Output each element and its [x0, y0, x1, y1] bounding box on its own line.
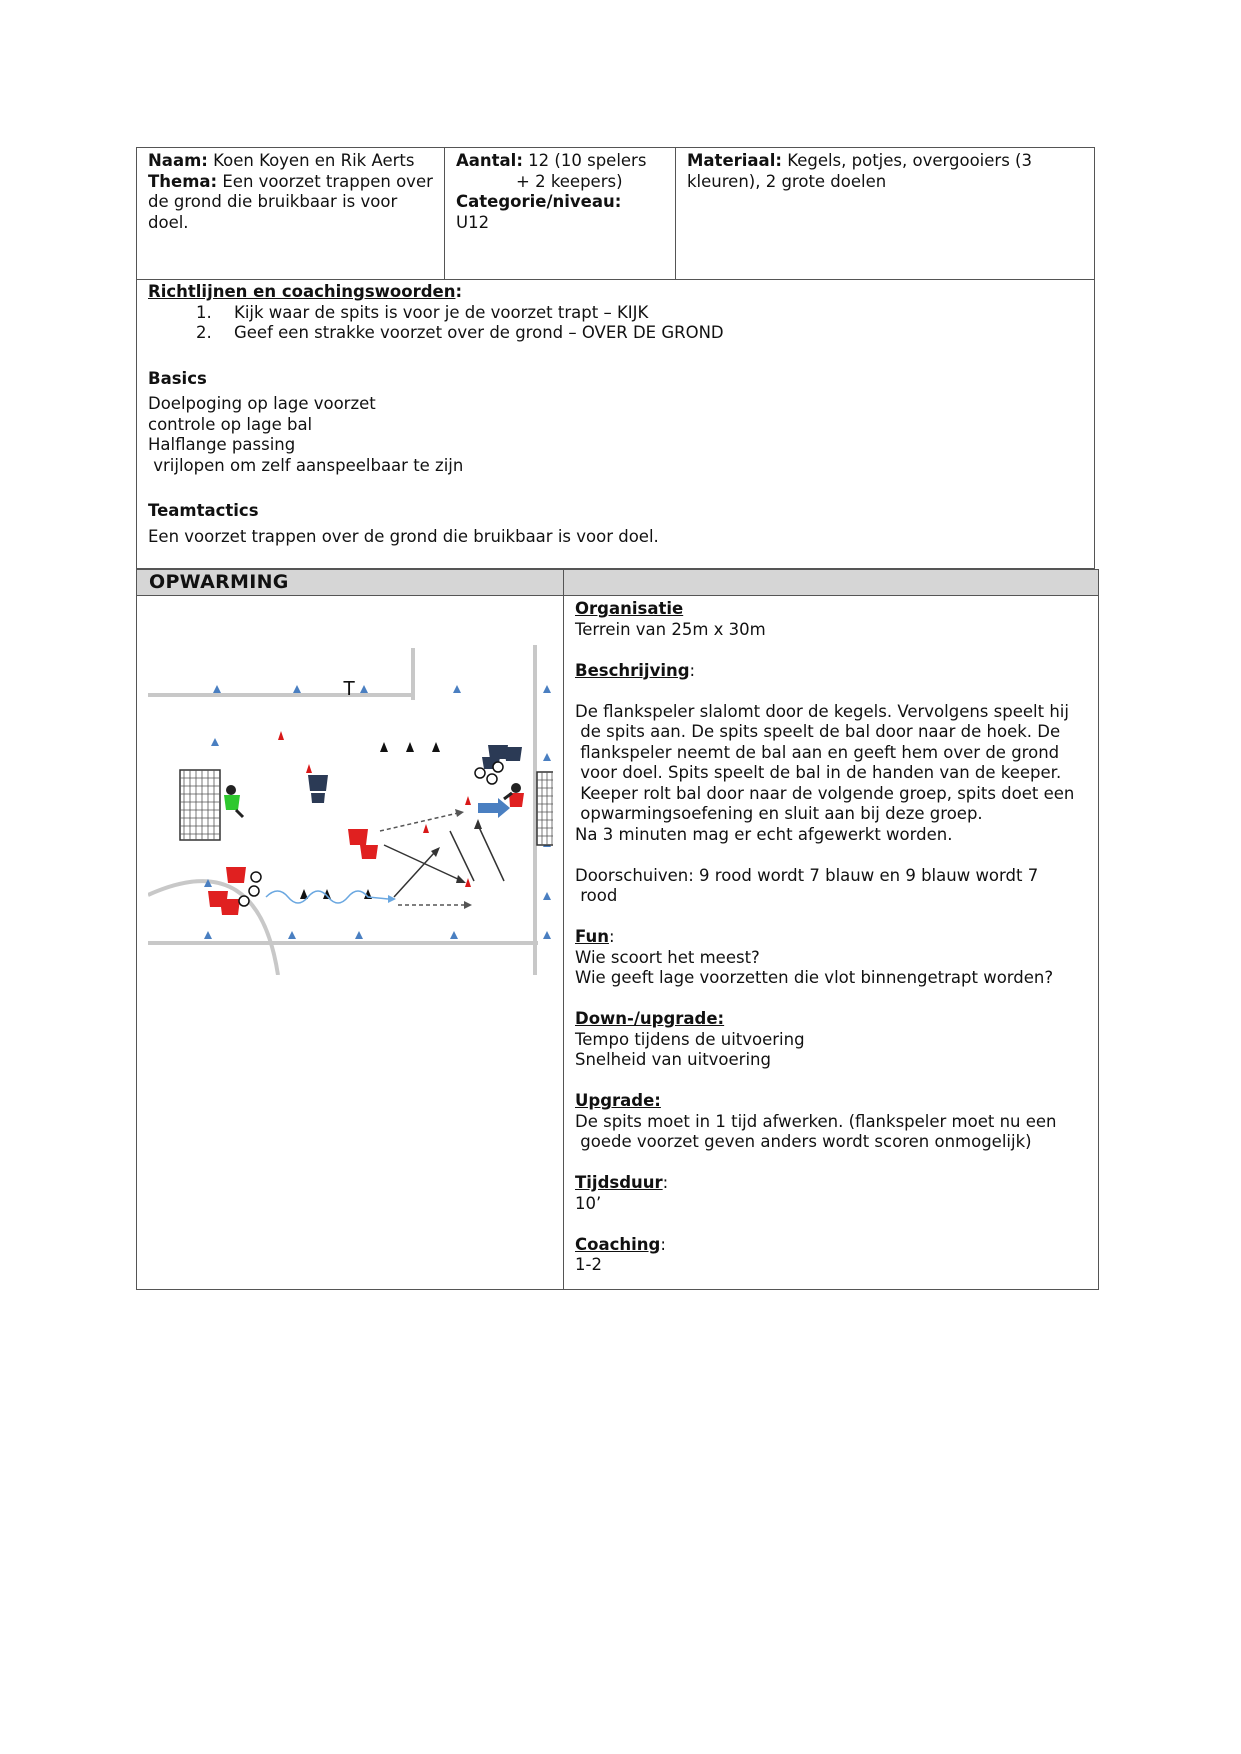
red-cone	[465, 878, 471, 887]
guidelines-list	[148, 303, 1083, 344]
beschrijving-line: voor doel. Spits speelt de bal in de handen van de keeper.	[575, 763, 1062, 782]
aantal-label: Aantal:	[456, 151, 523, 170]
ball	[239, 896, 249, 906]
keeper-red	[504, 783, 524, 807]
black-cone	[432, 742, 440, 752]
blue-cone	[355, 931, 363, 939]
blue-cone	[213, 685, 221, 693]
guideline-item: 2. Geef een strakke voorzet over de grond – OVER DE GROND	[196, 323, 724, 342]
keeper-green	[224, 785, 243, 817]
ball	[249, 886, 259, 896]
basics-item: controle op lage bal	[148, 414, 313, 434]
upgrade-title: Upgrade:	[575, 1091, 661, 1110]
categorie-label: Categorie/niveau:	[456, 192, 622, 211]
right-goal	[537, 772, 553, 845]
black-cone	[406, 742, 414, 752]
fun-title: Fun	[575, 927, 609, 946]
blue-cone	[211, 738, 219, 746]
red-cone	[306, 764, 312, 773]
teamtactics-title: Teamtactics	[148, 501, 259, 520]
blue-direction-arrow	[478, 798, 510, 818]
red-player	[348, 829, 368, 845]
aantal-value: 12 (10 spelers	[522, 151, 647, 170]
beschrijving-title: Beschrijving	[575, 660, 690, 680]
guidelines-box	[136, 280, 1095, 569]
header-cell-aantal	[445, 148, 676, 279]
beschrijving-line: flankspeler neemt de bal aan en geeft hem over de grond	[575, 742, 1060, 762]
right-goal-frame	[537, 772, 553, 845]
teamtactics-text: Een voorzet trappen over de grond die bruikbaar is voor doel.	[148, 526, 659, 546]
beschrijving-line: Na 3 minuten mag er echt afgewerkt worden.	[575, 824, 953, 844]
run-arrow	[380, 813, 458, 831]
field-diagram	[148, 645, 553, 975]
ball	[251, 872, 261, 882]
beschrijving-line: opwarmingsoefening en sluit aan bij deze groep.	[575, 804, 983, 823]
basics-item: Halflange passing	[148, 435, 296, 454]
black-cone	[380, 742, 388, 752]
thema-label: Thema:	[148, 171, 218, 191]
blue-cone	[543, 685, 551, 693]
pass-arrow	[384, 845, 460, 880]
naam-value: Koen Koyen en Rik Aerts	[207, 151, 415, 170]
guidelines-colon: :	[455, 282, 463, 301]
red-cone	[465, 796, 471, 805]
coaching-value: 1-2	[575, 1255, 602, 1274]
doorschuiven-line: rood	[575, 886, 618, 905]
header-table	[136, 147, 1095, 280]
red-player	[360, 845, 378, 859]
blue-cone	[543, 753, 551, 761]
fun-line: Wie scoort het meest?	[575, 947, 760, 967]
blue-cone	[543, 931, 551, 939]
blue-cone	[453, 685, 461, 693]
coaching-title: Coaching	[575, 1234, 661, 1254]
tijdsduur-title: Tijdsduur	[575, 1173, 663, 1192]
basics-title: Basics	[148, 368, 207, 388]
categorie-value: U12	[456, 212, 490, 232]
beschrijving-line: Keeper rolt bal door naar de volgende groep, spits doet een	[575, 783, 1075, 803]
navy-player	[308, 775, 328, 791]
field-label-t: T	[343, 678, 356, 700]
ball	[475, 768, 485, 778]
upgrade-line: De spits moet in 1 tijd afwerken. (flankspeler moet nu een	[575, 1111, 1057, 1131]
basics-list	[148, 394, 1083, 476]
red-player	[226, 867, 246, 883]
tijdsduur-value: 10’	[575, 1193, 602, 1213]
down-upgrade-title: Down-/upgrade:	[575, 1009, 725, 1028]
blue-cone	[360, 685, 368, 693]
header-cell-naam-thema	[137, 148, 445, 279]
beschrijving-line: De flankspeler slalomt door de kegels. Vervolgens speelt hij	[575, 701, 1069, 721]
opwarming-title: OPWARMING	[149, 571, 289, 593]
column-divider	[563, 570, 564, 1289]
navy-player	[504, 747, 522, 761]
down-upgrade-line: Tempo tijdens de uitvoering	[575, 1029, 805, 1049]
organisatie-title: Organisatie	[575, 599, 684, 618]
naam-label: Naam:	[148, 151, 208, 170]
blue-cone	[204, 931, 212, 939]
left-goal	[180, 770, 220, 840]
navy-player	[311, 793, 325, 803]
red-cone	[278, 731, 284, 740]
beschrijving-line: de spits aan. De spits speelt de bal door naar de hoek. De	[575, 722, 1061, 741]
header-cell-materiaal	[676, 148, 1094, 279]
upgrade-line: goede voorzet geven anders wordt scoren onmogelijk)	[575, 1132, 1032, 1151]
down-upgrade-line: Snelheid van uitvoering	[575, 1050, 771, 1069]
aantal-value-2: + 2 keepers)	[516, 171, 623, 191]
shot-arrow	[478, 825, 504, 881]
red-cone	[423, 824, 429, 833]
organisatie-text: Terrein van 25m x 30m	[575, 619, 766, 639]
blue-cone	[293, 685, 301, 693]
thema-value: Een voorzet trappen over de grond die bruikbaar is voor doel.	[148, 171, 433, 232]
blue-cone	[543, 892, 551, 900]
cross-arrow	[450, 831, 474, 881]
materiaal-label: Materiaal:	[687, 151, 782, 170]
red-player	[220, 899, 240, 915]
opwarming-description: Organisatie Terrein van 25m x 30m Beschrijving: De flankspeler slalomt door de kegels. Vervolgens speelt hij de spits aan. De spits speelt de bal door naar de hoek. De flankspeler neemt de bal aan en geeft hem over de grond voor doel. Spits speelt de bal in de handen van de keeper. Keeper rolt bal door naar de volgende groep, spits doet een opwarmingsoefening en sluit aan bij deze groep. Na 3 minuten mag er echt afgewerkt worden. Doorschuiven: 9 rood wordt 7 blauw en 9 blauw wordt 7 rood Fun: Wie scoort het meest? Wie geeft lage voorzetten die vlot binnengetrapt worden? Down-/upgrade: Tempo tijdens de uitvoering Snelheid van uitvoering Upgrade: De spits moet in 1 tijd afwerken. (flankspeler moet nu een goede voorzet geven anders wordt scoren onmogelijk) Tijdsduur: 10’ Coaching: 1-2	[575, 599, 1095, 1276]
blue-cone	[288, 931, 296, 939]
doorschuiven-line: Doorschuiven: 9 rood wordt 7 blauw en 9 blauw wordt 7	[575, 865, 1039, 885]
ball	[493, 762, 503, 772]
guideline-item: 1. Kijk waar de spits is voor je de voorzet trapt – KIJK	[196, 302, 649, 322]
materiaal-value: Kegels, potjes, overgooiers (3 kleuren), 2 grote doelen	[687, 151, 1032, 191]
blue-cone	[450, 931, 458, 939]
basics-item: Doelpoging op lage voorzet	[148, 394, 376, 413]
ball	[487, 774, 497, 784]
basics-item: vrijlopen om zelf aanspeelbaar te zijn	[148, 455, 464, 475]
opwarming-header	[137, 570, 1098, 596]
red-cones	[278, 731, 471, 887]
black-cones	[300, 742, 440, 899]
fun-line: Wie geeft lage voorzetten die vlot binnengetrapt worden?	[575, 968, 1054, 987]
guidelines-title: Richtlijnen en coachingswoorden	[148, 282, 456, 301]
balls	[239, 762, 503, 906]
